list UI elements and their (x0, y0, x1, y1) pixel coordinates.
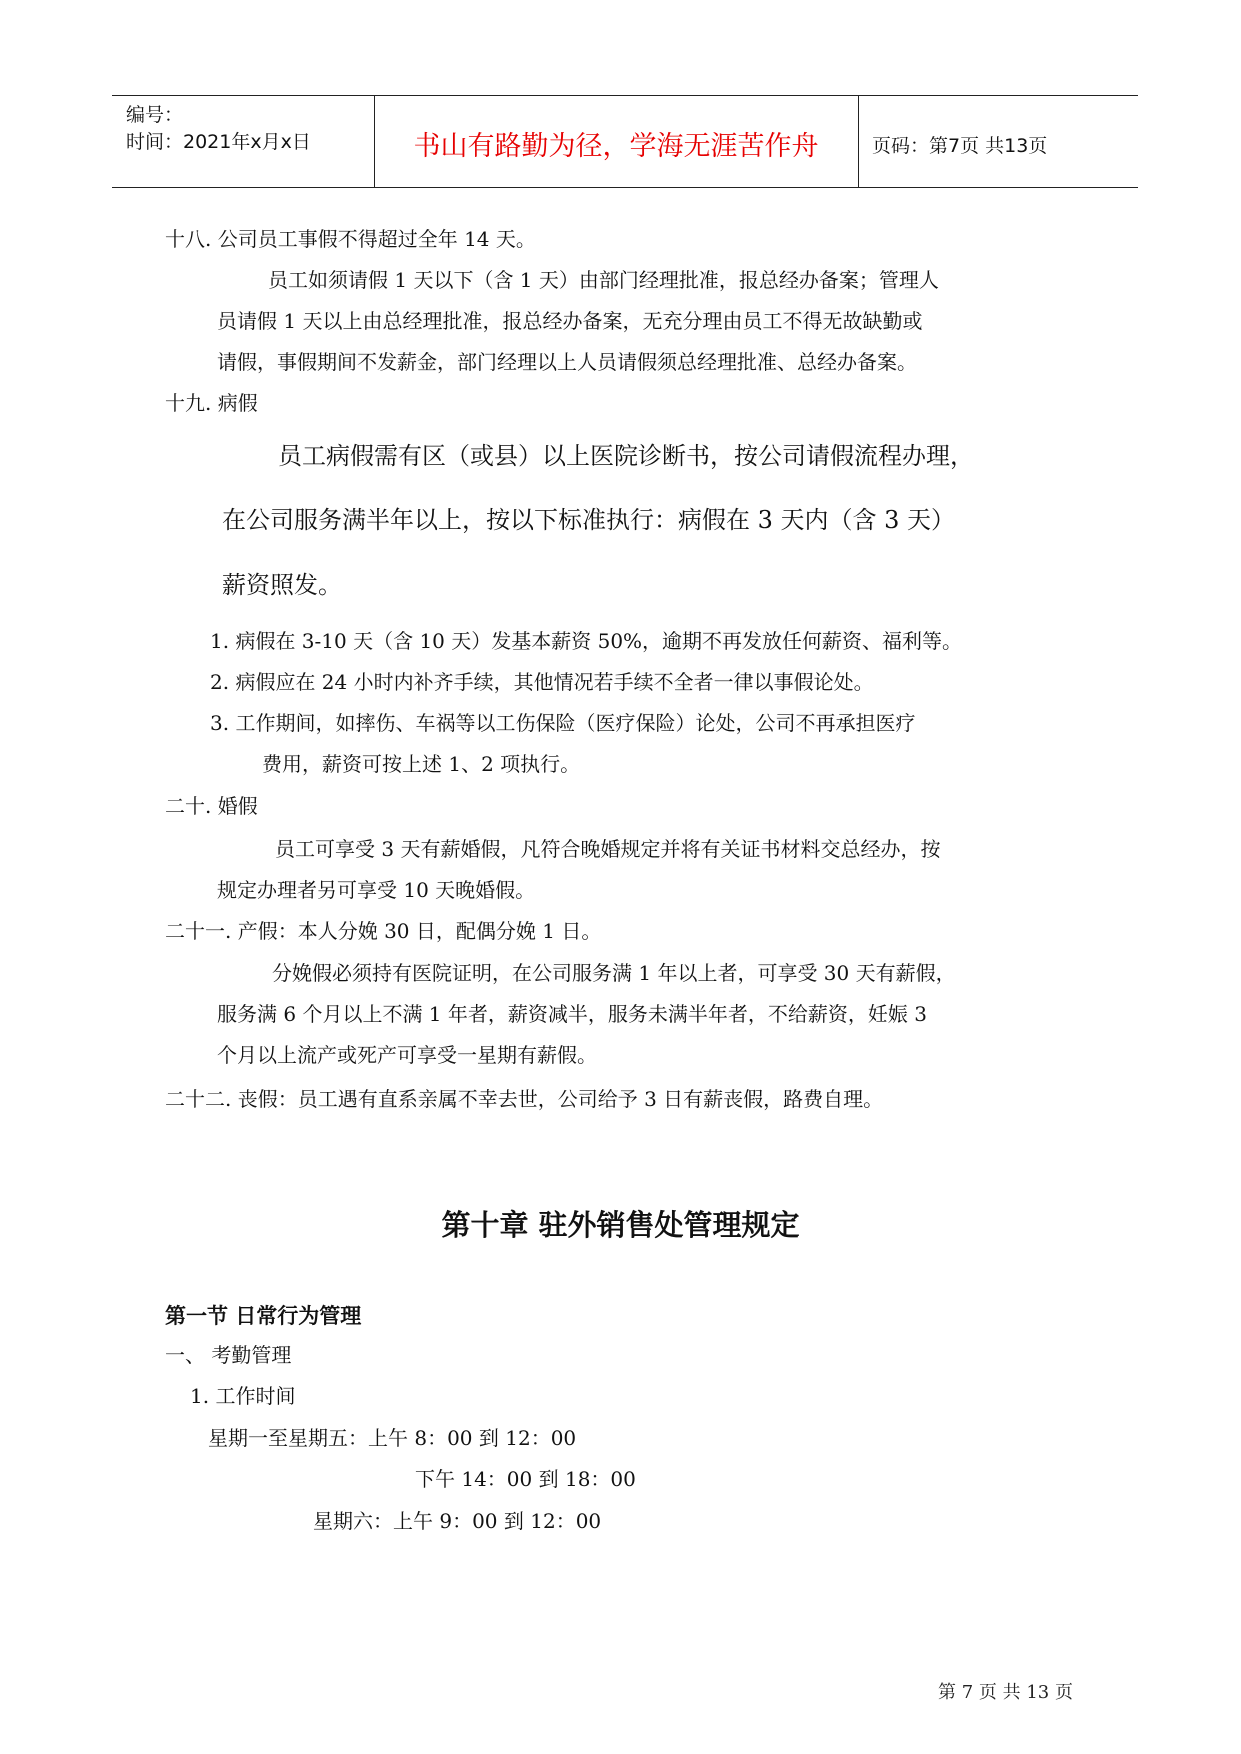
doc-date: 时间：2021年x月x日 (126, 131, 311, 153)
article-20-text-2: 规定办理者另可享受 10 天晚婚假。 (217, 878, 536, 902)
article-19-text-3: 薪资照发。 (222, 571, 342, 599)
page-footer: 第 7 页 共 13 页 (938, 1682, 1073, 1703)
doc-number-label: 编号： (126, 104, 184, 126)
header-divider-right (858, 95, 859, 187)
header-motto: 书山有路勤为径，学海无涯苦作舟 (413, 131, 819, 162)
sick-leave-item-2: 2. 病假应在 24 小时内补齐手续，其他情况若手续不全者一律以事假论处。 (210, 670, 874, 694)
article-18-text-3: 请假，事假期间不发薪金，部门经理以上人员请假须总经理批准、总经办备案。 (217, 350, 917, 374)
article-18-text-2: 员请假 1 天以上由总经理批准，报总经办备案，无充分理由员工不得无故缺勤或 (217, 309, 923, 333)
article-22-heading: 二十二. 丧假：员工遇有直系亲属不幸去世，公司给予 3 日有薪丧假，路费自理。 (165, 1087, 884, 1111)
article-21-heading: 二十一. 产假：本人分娩 30 日，配偶分娩 1 日。 (165, 919, 602, 943)
sick-leave-item-1: 1. 病假在 3-10 天（含 10 天）发基本薪资 50%，逾期不再发放任何薪资、福利等。 (210, 629, 963, 653)
weekday-morning-hours: 星期一至星期五：上午 8：00 到 12：00 (208, 1426, 577, 1450)
header-top-rule (112, 95, 1138, 96)
article-18-heading: 十八. 公司员工事假不得超过全年 14 天。 (165, 227, 536, 251)
article-19-text-1: 员工病假需有区（或县）以上医院诊断书，按公司请假流程办理， (278, 442, 974, 470)
attendance-heading: 一、 考勤管理 (165, 1343, 292, 1367)
article-21-text-2: 服务满 6 个月以上不满 1 年者，薪资减半，服务未满半年者，不给薪资，妊娠 3 (217, 1002, 927, 1026)
article-21-text-3: 个月以上流产或死产可享受一星期有薪假。 (217, 1043, 597, 1067)
article-20-text-1: 员工可享受 3 天有薪婚假，凡符合晚婚规定并将有关证书材料交总经办，按 (275, 837, 941, 861)
article-21-text-1: 分娩假必须持有医院证明，在公司服务满 1 年以上者，可享受 30 天有薪假， (272, 961, 956, 985)
chapter-title: 第十章 驻外销售处管理规定 (441, 1208, 800, 1242)
article-19-text-2: 在公司服务满半年以上，按以下标准执行：病假在 3 天内（含 3 天） (222, 506, 956, 534)
article-20-heading: 二十. 婚假 (165, 794, 258, 818)
section-title: 第一节 日常行为管理 (165, 1304, 362, 1328)
header-page-number: 页码：第7页 共13页 (872, 135, 1048, 157)
weekday-afternoon-hours: 下午 14：00 到 18：00 (415, 1467, 636, 1491)
work-hours-heading: 1. 工作时间 (190, 1384, 296, 1408)
header-divider-left (374, 95, 375, 187)
sick-leave-item-3-cont: 费用，薪资可按上述 1、2 项执行。 (262, 752, 581, 776)
article-18-text-1: 员工如须请假 1 天以下（含 1 天）由部门经理批准，报总经办备案；管理人 (268, 268, 939, 292)
header-bottom-rule (112, 187, 1138, 188)
saturday-hours: 星期六：上午 9：00 到 12：00 (313, 1509, 602, 1533)
sick-leave-item-3: 3. 工作期间，如摔伤、车祸等以工伤保险（医疗保险）论处，公司不再承担医疗 (210, 711, 916, 735)
article-19-heading: 十九. 病假 (165, 391, 258, 415)
